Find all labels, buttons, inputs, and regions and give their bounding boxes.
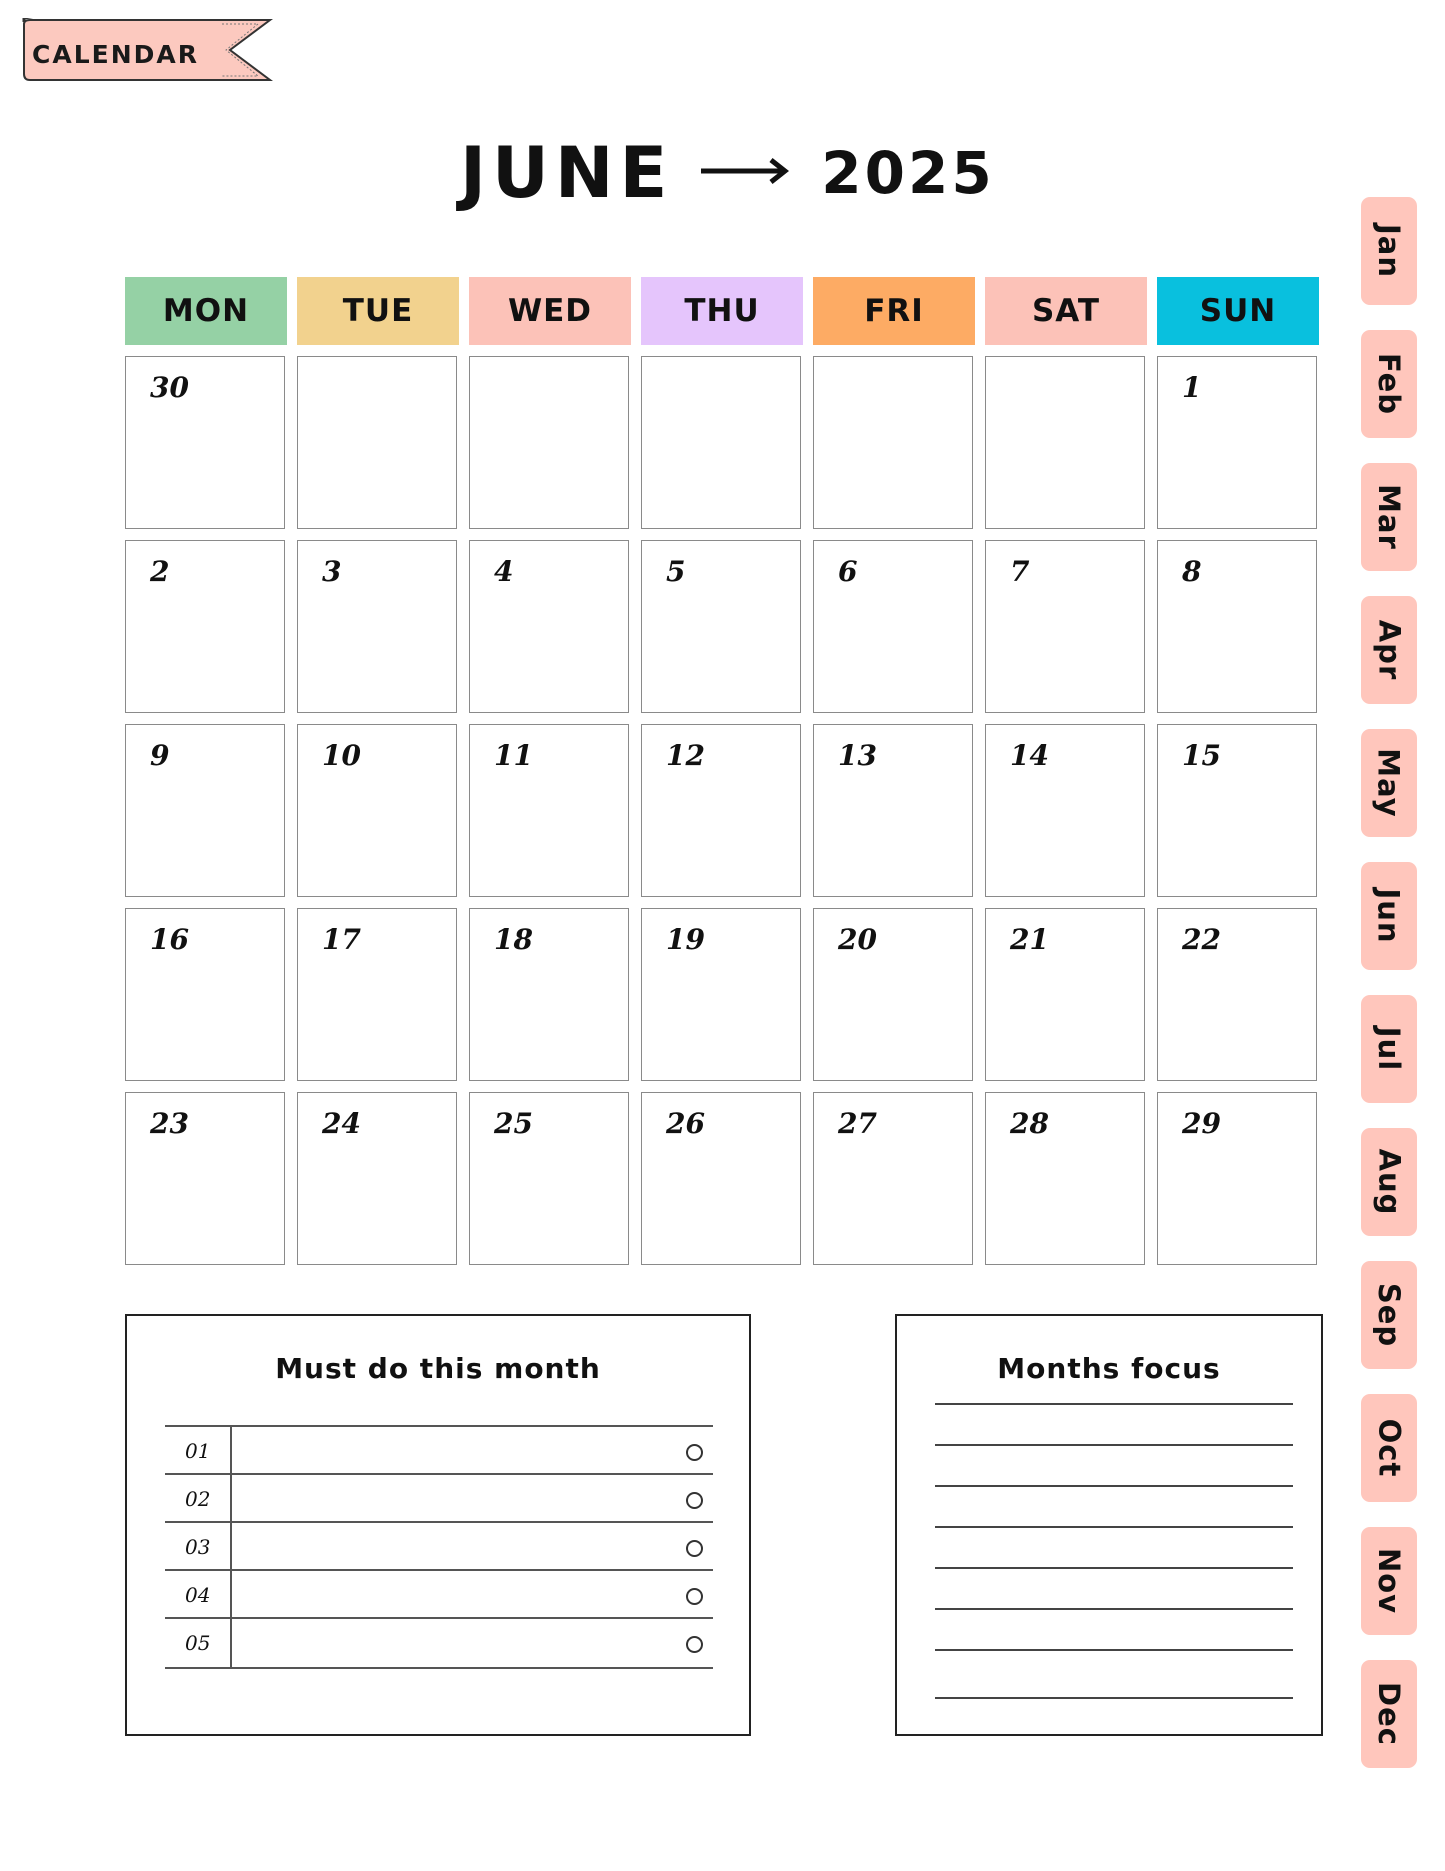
tab-label: Jan: [1371, 223, 1406, 279]
tab-month-sep[interactable]: [1361, 1261, 1417, 1369]
checkbox-circle-icon[interactable]: [686, 1540, 703, 1557]
day-number: 24: [322, 1107, 361, 1140]
checkbox-circle-icon[interactable]: [686, 1588, 703, 1605]
day-cell[interactable]: [125, 1092, 285, 1265]
day-cell[interactable]: [1157, 356, 1317, 529]
focus-writing-line[interactable]: [935, 1567, 1293, 1569]
focus-writing-line[interactable]: [935, 1403, 1293, 1405]
tab-label: Aug: [1372, 1148, 1407, 1216]
arrow-right-icon: [701, 156, 789, 190]
day-cell[interactable]: [125, 540, 285, 713]
day-cell[interactable]: [641, 724, 801, 897]
tab-label: Jul: [1371, 1026, 1406, 1072]
task-divider: [230, 1571, 232, 1619]
day-number: 7: [1010, 555, 1030, 588]
day-number: 3: [322, 555, 342, 588]
tab-month-oct[interactable]: [1361, 1394, 1417, 1502]
focus-writing-line[interactable]: [935, 1697, 1293, 1699]
day-cell[interactable]: [297, 356, 457, 529]
task-divider: [230, 1427, 232, 1475]
months-focus-panel: [895, 1314, 1323, 1736]
focus-writing-line[interactable]: [935, 1608, 1293, 1610]
task-number: 04: [185, 1583, 211, 1607]
tab-label: Dec: [1372, 1682, 1406, 1746]
day-number: 25: [494, 1107, 533, 1140]
day-cell[interactable]: [469, 1092, 629, 1265]
tab-label: Jun: [1372, 888, 1406, 944]
day-number: 17: [322, 923, 361, 956]
page-title: [460, 128, 995, 218]
day-number: 22: [1182, 923, 1221, 956]
task-row[interactable]: [165, 1569, 713, 1619]
day-cell[interactable]: [641, 540, 801, 713]
tab-label: Nov: [1372, 1547, 1407, 1615]
day-cell[interactable]: [985, 540, 1145, 713]
task-row[interactable]: [165, 1425, 713, 1475]
checkbox-circle-icon[interactable]: [686, 1492, 703, 1509]
tab-label: Sep: [1372, 1282, 1407, 1348]
must-do-panel: [125, 1314, 751, 1736]
day-cell[interactable]: [985, 1092, 1145, 1265]
day-number: 30: [150, 371, 189, 404]
tab-label: Feb: [1372, 352, 1406, 416]
day-number: 9: [150, 739, 170, 772]
weekday-header-wed: WED: [469, 277, 631, 345]
focus-writing-line[interactable]: [935, 1444, 1293, 1446]
tab-month-jun[interactable]: [1361, 862, 1417, 970]
day-number: 23: [150, 1107, 189, 1140]
day-number: 29: [1182, 1107, 1221, 1140]
day-cell[interactable]: [297, 724, 457, 897]
task-divider: [230, 1523, 232, 1571]
day-cell[interactable]: [125, 908, 285, 1081]
day-number: 28: [1010, 1107, 1049, 1140]
day-number: 8: [1182, 555, 1202, 588]
day-number: 26: [666, 1107, 705, 1140]
day-cell[interactable]: [813, 724, 973, 897]
day-cell[interactable]: [813, 1092, 973, 1265]
title-month: JUNE: [460, 132, 674, 214]
day-cell[interactable]: [813, 356, 973, 529]
day-cell[interactable]: [297, 540, 457, 713]
task-number: 02: [185, 1487, 211, 1511]
checkbox-circle-icon[interactable]: [686, 1444, 703, 1461]
task-number: 03: [185, 1535, 211, 1559]
weekday-header-fri: FRI: [813, 277, 975, 345]
day-cell[interactable]: [469, 356, 629, 529]
day-cell[interactable]: [813, 540, 973, 713]
tab-month-jan[interactable]: [1361, 197, 1417, 305]
calendar-ribbon: [22, 18, 274, 82]
tab-month-mar[interactable]: [1361, 463, 1417, 571]
day-number: 4: [494, 555, 514, 588]
task-row[interactable]: [165, 1473, 713, 1523]
day-number: 15: [1182, 739, 1221, 772]
task-divider: [230, 1619, 232, 1667]
day-number: 13: [838, 739, 877, 772]
day-number: 1: [1182, 371, 1202, 404]
day-cell[interactable]: [297, 1092, 457, 1265]
day-number: 10: [322, 739, 361, 772]
title-year: 2025: [821, 139, 995, 207]
tab-month-may[interactable]: [1361, 729, 1417, 837]
day-number: 12: [666, 739, 705, 772]
weekday-header-mon: MON: [125, 277, 287, 345]
day-number: 27: [838, 1107, 877, 1140]
months-focus-title: Months focus: [997, 1352, 1221, 1385]
day-number: 21: [1010, 923, 1049, 956]
day-cell[interactable]: [813, 908, 973, 1081]
weekday-header-tue: TUE: [297, 277, 459, 345]
day-cell[interactable]: [297, 908, 457, 1081]
day-cell[interactable]: [1157, 724, 1317, 897]
tab-month-aug[interactable]: [1361, 1128, 1417, 1236]
task-row[interactable]: [165, 1521, 713, 1571]
day-number: 2: [150, 555, 170, 588]
task-row[interactable]: [165, 1617, 713, 1669]
day-cell[interactable]: [125, 356, 285, 529]
ribbon-label: CALENDAR: [32, 40, 199, 69]
day-cell[interactable]: [1157, 908, 1317, 1081]
focus-writing-line[interactable]: [935, 1649, 1293, 1651]
day-number: 6: [838, 555, 858, 588]
task-number: 05: [185, 1631, 211, 1655]
day-cell[interactable]: [641, 908, 801, 1081]
tab-month-apr[interactable]: [1361, 596, 1417, 704]
must-do-title: Must do this month: [275, 1352, 601, 1385]
day-cell[interactable]: [641, 356, 801, 529]
day-number: 16: [150, 923, 189, 956]
day-number: 14: [1010, 739, 1049, 772]
day-number: 5: [666, 555, 686, 588]
tab-label: Mar: [1372, 484, 1407, 550]
day-number: 19: [666, 923, 705, 956]
weekday-header-thu: THU: [641, 277, 803, 345]
day-cell[interactable]: [985, 356, 1145, 529]
day-cell[interactable]: [1157, 1092, 1317, 1265]
tab-label: Oct: [1372, 1418, 1406, 1478]
weekday-header-sun: SUN: [1157, 277, 1319, 345]
focus-writing-line[interactable]: [935, 1526, 1293, 1528]
weekday-header-sat: SAT: [985, 277, 1147, 345]
task-number: 01: [185, 1439, 211, 1463]
day-cell[interactable]: [985, 724, 1145, 897]
tab-month-nov[interactable]: [1361, 1527, 1417, 1635]
tab-month-dec[interactable]: [1361, 1660, 1417, 1768]
day-number: 18: [494, 923, 533, 956]
tab-month-jul[interactable]: [1361, 995, 1417, 1103]
day-cell[interactable]: [469, 908, 629, 1081]
day-cell[interactable]: [641, 1092, 801, 1265]
tab-label: Apr: [1372, 619, 1407, 681]
focus-writing-line[interactable]: [935, 1485, 1293, 1487]
tab-month-feb[interactable]: [1361, 330, 1417, 438]
day-cell[interactable]: [469, 724, 629, 897]
day-number: 20: [838, 923, 877, 956]
day-cell[interactable]: [469, 540, 629, 713]
day-cell[interactable]: [1157, 540, 1317, 713]
day-number: 11: [494, 739, 533, 772]
day-cell[interactable]: [985, 908, 1145, 1081]
tab-label: May: [1372, 748, 1407, 818]
checkbox-circle-icon[interactable]: [686, 1636, 703, 1653]
task-divider: [230, 1475, 232, 1523]
day-cell[interactable]: [125, 724, 285, 897]
